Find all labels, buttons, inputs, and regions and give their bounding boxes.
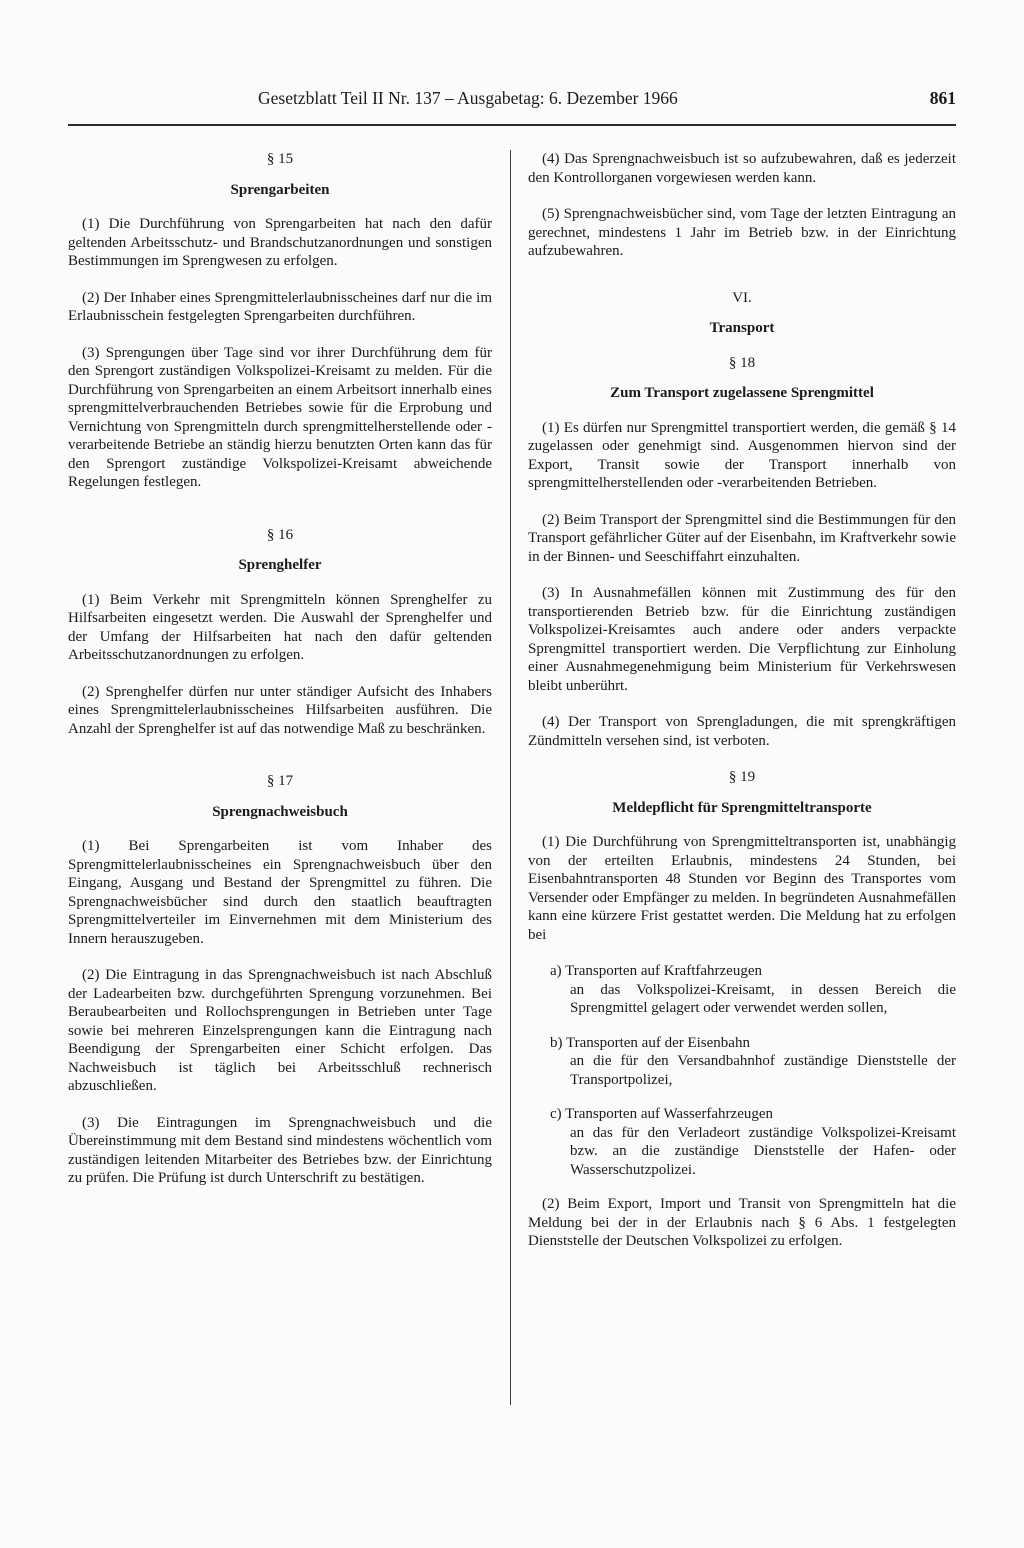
section-18-paragraph-1: (1) Es dürfen nur Sprengmittel transportiert werden, die gemäß § 14 zugelassen oder genehmigt sind. Ausgenommen hiervon sind der Export, Transit sowie der Transport innerhalb von sprengmittelherstellenden oder -verarbeitenden Betrieben. — [528, 419, 956, 491]
section-17-number: § 17 — [266, 773, 294, 789]
page-header — [68, 88, 956, 112]
section-17-paragraph-1: (1) Bei Sprengarbeiten ist vom Inhaber des Sprengmittelerlaubnisscheines ein Sprengnachweisbuch über den Eingang, Ausgang und Bestand der Sprengmittel zu führen. Die Sprengnachweisbücher sind durch den staatlich beauftragten Sprengmittelverteiler im Einvernehmen mit dem Ministerium des Innern herauszugeben. — [68, 838, 492, 947]
section-19-paragraph-1: (1) Die Durchführung von Sprengmitteltransporten ist, unabhängig von der erteilten Erlaubnis, mindestens 24 Stunden, bei Eisenbahntransporten 48 Stunden vor Beginn des Transportes vom Versender oder Empfänger zu melden. In begründeten Ausnahmefällen kann eine kürzere Frist gestattet werden. Die Meldung hat zu erfolgen bei — [528, 834, 956, 943]
section-19-number: § 19 — [728, 769, 756, 785]
section-19-paragraph-2: (2) Beim Export, Import und Transit von Sprengmitteln hat die Meldung bei der in der Erlaubnis nach § 6 Abs. 1 festgelegten Dienststelle der Deutschen Volkspolizei zu erfolgen. — [528, 1196, 956, 1249]
section-17-paragraph-3: (3) Die Eintragungen im Sprengnachweisbuch und die Übereinstimmung mit dem Bestand sind mindestens wöchentlich vom zuständigen leitenden Mitarbeiter des Betriebes bzw. der Einrichtung zu prüfen. Die Prüfung ist durch Unterschrift zu bestätigen. — [68, 1114, 492, 1186]
section-18-paragraph-4: (4) Der Transport von Sprengladungen, die mit sprengkräftigen Zündmitteln versehen sind, ist verboten. — [528, 714, 956, 749]
section-18-title: Zum Transport zugelassene Sprengmittel — [610, 385, 874, 401]
right-column — [528, 150, 956, 1269]
list-item-body: an das Volkspolizei-Kreisamt, in dessen Bereich die Sprengmittel gelagert oder verwendet werden sollen, — [570, 981, 956, 1016]
section-15-number: § 15 — [266, 151, 294, 167]
section-15-title: Sprengarbeiten — [230, 181, 330, 198]
section-16-title: Sprenghelfer — [238, 557, 322, 573]
section-17-paragraph-4: (4) Das Sprengnachweisbuch ist so aufzubewahren, daß es jederzeit den Kontrollorganen vorgewiesen werden kann. — [528, 151, 956, 186]
chapter-number: VI. — [732, 289, 752, 306]
header-rule — [68, 124, 956, 126]
header-title: Gesetzblatt Teil II Nr. 137 – Ausgabetag: 6. Dezember 1966 — [258, 88, 678, 108]
column-divider — [510, 150, 511, 1405]
section-16-number: § 16 — [266, 526, 294, 543]
list-item-heading: a) Transporten auf Kraftfahrzeugen — [550, 963, 762, 979]
list-item-body: an die für den Versandbahnhof zuständige Dienststelle der Transportpolizei, — [570, 1053, 956, 1088]
list-item — [528, 962, 956, 1018]
section-18-paragraph-2: (2) Beim Transport der Sprengmittel sind die Bestimmungen für den Transport gefährlicher Güter auf der Eisenbahn, im Kraftverkehr sowie in der Binnen- und Seeschiffahrt einzuhalten. — [528, 511, 956, 565]
section-17-title: Sprengnachweisbuch — [212, 803, 348, 820]
section-16-paragraph-2: (2) Sprenghelfer dürfen nur unter ständiger Aufsicht des Inhabers eines Sprengmittelerlaubnisscheines Hilfsarbeiten ausführen. Die Anzahl der Sprenghelfer ist auf das notwendige Maß zu beschränken. — [68, 683, 492, 737]
section-15-paragraph-2: (2) Der Inhaber eines Sprengmittelerlaubnisscheines darf nur die im Erlaubnisschein festgelegten Sprengarbeiten durchführen. — [68, 289, 492, 324]
left-column — [68, 150, 492, 1206]
section-18-number: § 18 — [728, 354, 756, 371]
list-item — [528, 1034, 956, 1090]
section-17-paragraph-5: (5) Sprengnachweisbücher sind, vom Tage der letzten Eintragung an gerechnet, mindestens 1 Jahr im Betrieb bzw. in der Einrichtung aufzubewahren. — [528, 206, 956, 259]
list-item-heading: b) Transporten auf der Eisenbahn — [550, 1034, 750, 1051]
section-18-paragraph-3: (3) In Ausnahmefällen können mit Zustimmung des für den transportierenden Betrieb bzw. für die Einrichtung zuständigen Volkspolizei-Kreisamtes auch andere oder anders verpackte Sprengmittel transportiert werden. Die Verpflichtung zur Einholung einer Ausnahmegenehmigung beim Ministerium für Verkehrswesen bleibt unberührt. — [528, 585, 956, 694]
page-number: 861 — [929, 88, 956, 108]
section-15-paragraph-3: (3) Sprengungen über Tage sind vor ihrer Durchführung dem für den Sprengort zuständigen Volkspolizei-Kreisamt zu melden. Für die Durchführung von Sprengarbeiten an einem Arbeitsort innerhalb eines sprengmittelverbrauchenden Betriebes sowie für die Erprobung und Vernichtung von Sprengmitteln durch sprengmittelherstellende oder -verarbeitende Betriebe an ständig hierzu benutzten Orten kann das für den Sprengort zuständige Volkspolizei-Kreisamt abweichende Regelungen festlegen. — [68, 344, 492, 490]
section-19-title: Meldepflicht für Sprengmitteltransporte — [612, 799, 872, 816]
list-item-heading: c) Transporten auf Wasserfahrzeugen — [550, 1106, 774, 1122]
section-15-paragraph-1: (1) Die Durchführung von Sprengarbeiten hat nach den dafür geltenden Arbeitsschutz- und Brandschutzanordnungen und sonstigen Bestimmungen im Sprengwesen zu erfolgen. — [68, 216, 492, 269]
list-item-body: an das für den Verladeort zuständige Volkspolizei-Kreisamt bzw. an die zuständige Dienststelle der Hafen- oder Wasserschutzpolizei. — [570, 1124, 956, 1178]
chapter-title: Transport — [709, 320, 775, 336]
section-17-paragraph-2: (2) Die Eintragung in das Sprengnachweisbuch ist nach Abschluß der Ladearbeiten bzw. durchgeführten Sprengung vorzunehmen. Bei Beraubearbeiten und Rollochsprengungen in Betrieben unter Tage sowie bei mehreren Einzelsprengungen kann die Eintragung nach Beendigung der Sprengarbeiten einer Schicht erfolgen. Das Nachweisbuch ist täglich bei Arbeitsschluß rechnerisch abzuschließen. — [68, 967, 492, 1094]
section-16-paragraph-1: (1) Beim Verkehr mit Sprengmitteln können Sprenghelfer zu Hilfsarbeiten eingesetzt werden. Die Auswahl der Sprenghelfer und der Umfang der Hilfsarbeiten hat nach den dafür geltenden Arbeitsschutzanordnungen zu erfolgen. — [68, 591, 492, 663]
list-item — [528, 1105, 956, 1179]
